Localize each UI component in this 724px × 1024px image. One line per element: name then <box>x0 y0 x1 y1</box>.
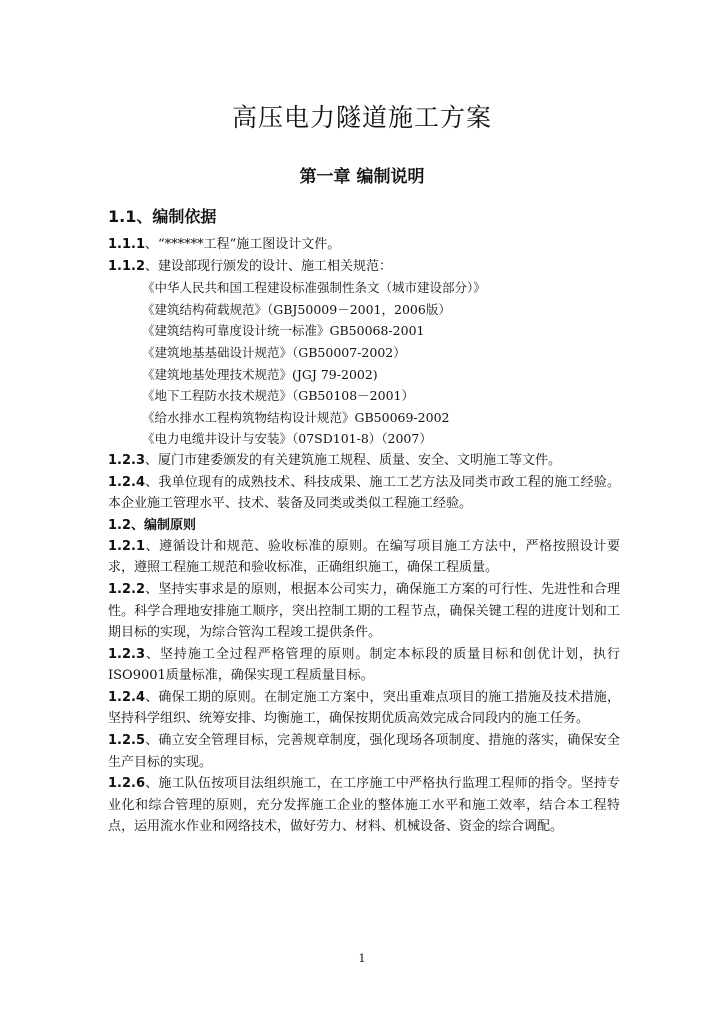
standard-item: 《电力电缆井设计与安装》（07SD101-8）（2007） <box>142 431 432 447</box>
item-text: 、建设部现行颁发的设计、施工相关规范： <box>145 258 393 274</box>
paragraph-1-2-4 <box>108 687 620 730</box>
item-number: 1.1.1 <box>108 237 146 252</box>
standard-item: 《给水排水工程构筑物结构设计规范》GB50069-2002 <box>142 409 450 425</box>
item-text: 、确立安全管理目标，完善规章制度，强化现场各项制度、措施的落实，确保安全生产目标的实现。 <box>108 733 620 770</box>
standard-item: 《中华人民共和国工程建设标准强制性条文（城市建设部分）》 <box>142 280 486 296</box>
item-text: 、“******工程”施工图设计文件。 <box>145 237 341 252</box>
paragraph-1-2-3 <box>108 644 620 687</box>
document-title: 高压电力隧道施工方案 <box>231 103 492 132</box>
section-heading-1-1: 1.1、编制依据 <box>108 207 217 226</box>
item-number: 1.2.1 <box>108 538 146 554</box>
item-number: 1.2.2 <box>108 581 146 597</box>
item-text: 、我单位现有的成熟技术、科技成果、施工工艺方法及同类市政工程的施工经验。本企业施工管理水平、技术、装备及同类或类似工程施工经验。 <box>108 474 620 512</box>
item-number: 1.2.4 <box>108 689 146 705</box>
item-number: 1.2.3 <box>108 646 146 662</box>
item-number: 1.2.3 <box>108 452 146 468</box>
section-heading-1-2: 1.2、编制原则 <box>108 517 197 533</box>
standard-item: 《地下工程防水技术规范》（GB50108－2001） <box>142 388 414 404</box>
paragraph-1-2-5 <box>108 730 620 773</box>
item-text: 、遵循设计和规范、验收标准的原则。在编写项目施工方法中，严格按照设计要求，遵照工程施工规范和验收标准，正确组织施工，确保工程质量。 <box>108 538 620 576</box>
item-text: 、坚持实事求是的原则，根据本公司实力，确保施工方案的可行性、先进性和合理性。科学合理地安排施工顺序，突出控制工期的工程节点，确保关键工程的进度计划和工期目标的实现，为综合管沟工程竣工提供条件。 <box>108 581 620 641</box>
item-text: 、坚持施工全过程严格管理的原则。制定本标段的质量目标和创优计划，执行ISO9001质量标准，确保实现工程质量目标。 <box>108 646 620 684</box>
item-number: 1.2.6 <box>108 776 146 792</box>
paragraph-1-2-4a <box>108 472 620 515</box>
paragraph-1-2-6 <box>108 773 620 838</box>
paragraph-1-2-2 <box>108 579 620 644</box>
document-body <box>108 206 620 838</box>
standard-item: 《建筑结构荷载规范》（GBJ50009－2001，2006版） <box>142 301 451 317</box>
paragraph-1-1-2 <box>108 256 620 278</box>
standards-list <box>108 277 620 450</box>
item-text: 、厦门市建委颁发的有关建筑施工规程、质量、安全、文明施工等文件。 <box>145 452 562 468</box>
standard-item: 《建筑结构可靠度设计统一标准》GB50068-2001 <box>142 323 425 339</box>
paragraph-1-1-1 <box>108 234 620 256</box>
standard-item: 《建筑地基基础设计规范》（GB50007-2002） <box>142 344 406 360</box>
page-number: 1 <box>358 952 366 965</box>
item-number: 1.2.4 <box>108 474 146 490</box>
item-text: 、确保工期的原则。在制定施工方案中，突出重难点项目的施工措施及技术措施，坚持科学组织、统筹安排、均衡施工，确保按期优质高效完成合同段内的施工任务。 <box>108 689 620 727</box>
item-number: 1.1.2 <box>108 258 146 274</box>
paragraph-1-2-1 <box>108 536 620 579</box>
item-text: 、施工队伍按项目法组织施工，在工序施工中严格执行监理工程师的指令。坚持专业化和综合管理的原则，充分发挥施工企业的整体施工水平和施工效率，结合本工程特点，运用流水作业和网络技术，做好劳力、材料、机械设备、资金的综合调配。 <box>108 776 620 835</box>
standard-item: 《建筑地基处理技术规范》(JGJ 79-2002) <box>142 366 378 382</box>
paragraph-1-2-3a <box>108 450 620 472</box>
item-number: 1.2.5 <box>108 733 146 749</box>
chapter-heading: 第一章 编制说明 <box>299 167 425 187</box>
